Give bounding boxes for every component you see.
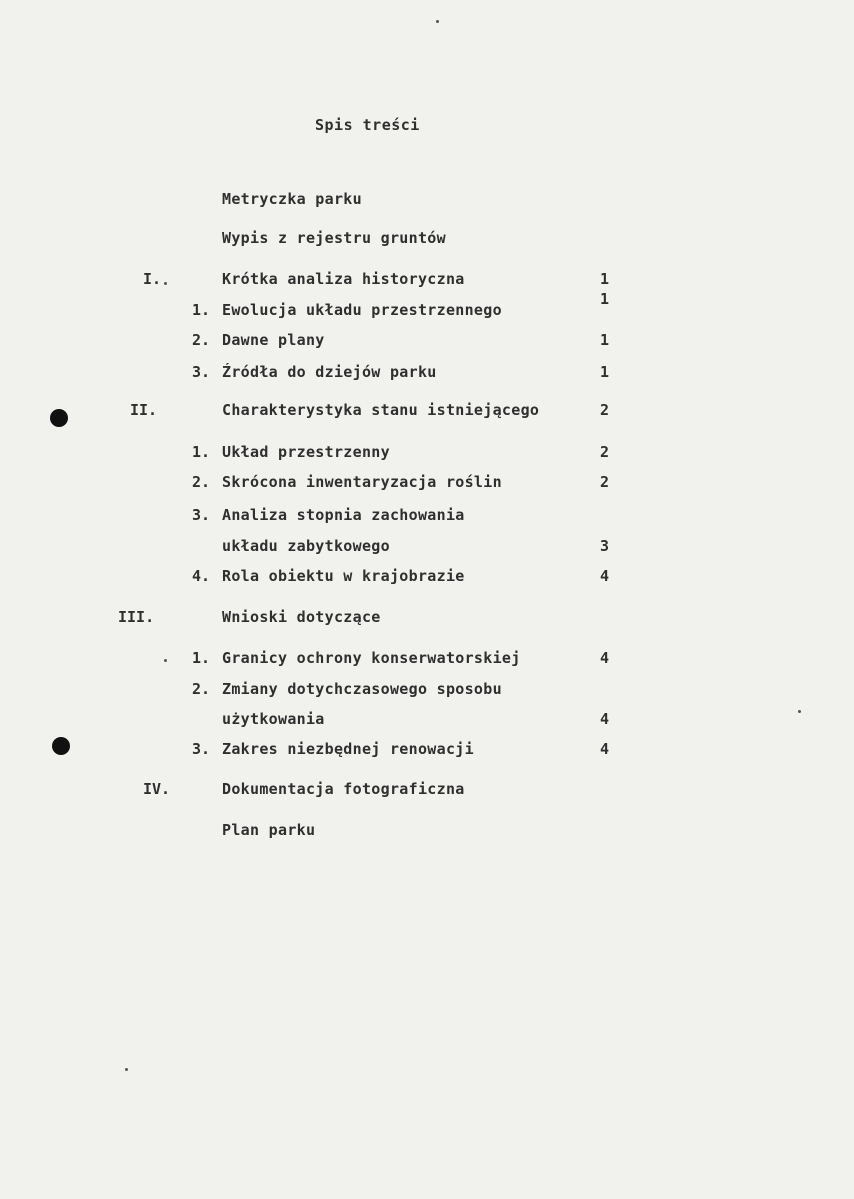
page-number: 2 — [600, 443, 610, 461]
page-number: 2 — [600, 473, 610, 491]
toc-entry: Zakres niezbędnej renowacji — [222, 740, 474, 758]
page-number: 3 — [600, 537, 610, 555]
toc-entry: Ewolucja układu przestrzennego — [222, 301, 502, 319]
item-number: 4. — [192, 567, 211, 585]
page-number: 1 — [600, 331, 610, 349]
item-number: 2. — [192, 331, 211, 349]
item-number: 3. — [192, 740, 211, 758]
item-number: 1. — [192, 301, 211, 319]
item-number: 3. — [192, 506, 211, 524]
toc-entry: Źródła do dziejów parku — [222, 363, 437, 381]
item-number: 2. — [192, 473, 211, 491]
section-numeral: I. — [143, 270, 162, 288]
section-numeral: IV. — [143, 780, 171, 798]
punch-hole — [50, 409, 68, 427]
section-heading: Krótka analiza historyczna — [222, 270, 465, 288]
toc-entry-continuation: układu zabytkowego — [222, 537, 390, 555]
item-number: 3. — [192, 363, 211, 381]
paper-speck — [164, 282, 167, 285]
toc-entry: Analiza stopnia zachowania — [222, 506, 465, 524]
page-number: 4 — [600, 710, 610, 728]
section-heading: Wnioski dotyczące — [222, 608, 381, 626]
item-number: 1. — [192, 649, 211, 667]
toc-entry-plan: Plan parku — [222, 821, 316, 839]
toc-entry: Skrócona inwentaryzacja roślin — [222, 473, 502, 491]
page-number: 4 — [600, 740, 610, 758]
page-title: Spis treści — [315, 116, 420, 134]
page-number: 1 — [600, 290, 610, 308]
paper-speck — [125, 1068, 128, 1071]
page-number: 1 — [600, 270, 610, 288]
page-number: 4 — [600, 567, 610, 585]
section-heading: Charakterystyka stanu istniejącego — [222, 401, 540, 419]
page-number: 1 — [600, 363, 610, 381]
page-number: 2 — [600, 401, 610, 419]
toc-entry-wypis: Wypis z rejestru gruntów — [222, 229, 446, 247]
item-number: 1. — [192, 443, 211, 461]
toc-entry: Rola obiektu w krajobrazie — [222, 567, 465, 585]
toc-entry-continuation: użytkowania — [222, 710, 325, 728]
paper-speck — [164, 659, 167, 662]
toc-entry: Dawne plany — [222, 331, 325, 349]
toc-entry: Granicy ochrony konserwatorskiej — [222, 649, 521, 667]
section-heading: Dokumentacja fotograficzna — [222, 780, 465, 798]
toc-entry: Układ przestrzenny — [222, 443, 390, 461]
paper-speck — [798, 710, 801, 713]
toc-entry: Zmiany dotychczasowego sposobu — [222, 680, 502, 698]
section-numeral: II. — [130, 401, 158, 419]
section-numeral: III. — [118, 608, 155, 626]
toc-entry-metryczka: Metryczka parku — [222, 190, 362, 208]
paper-speck — [436, 20, 439, 23]
punch-hole — [52, 737, 70, 755]
item-number: 2. — [192, 680, 211, 698]
page-number: 4 — [600, 649, 610, 667]
